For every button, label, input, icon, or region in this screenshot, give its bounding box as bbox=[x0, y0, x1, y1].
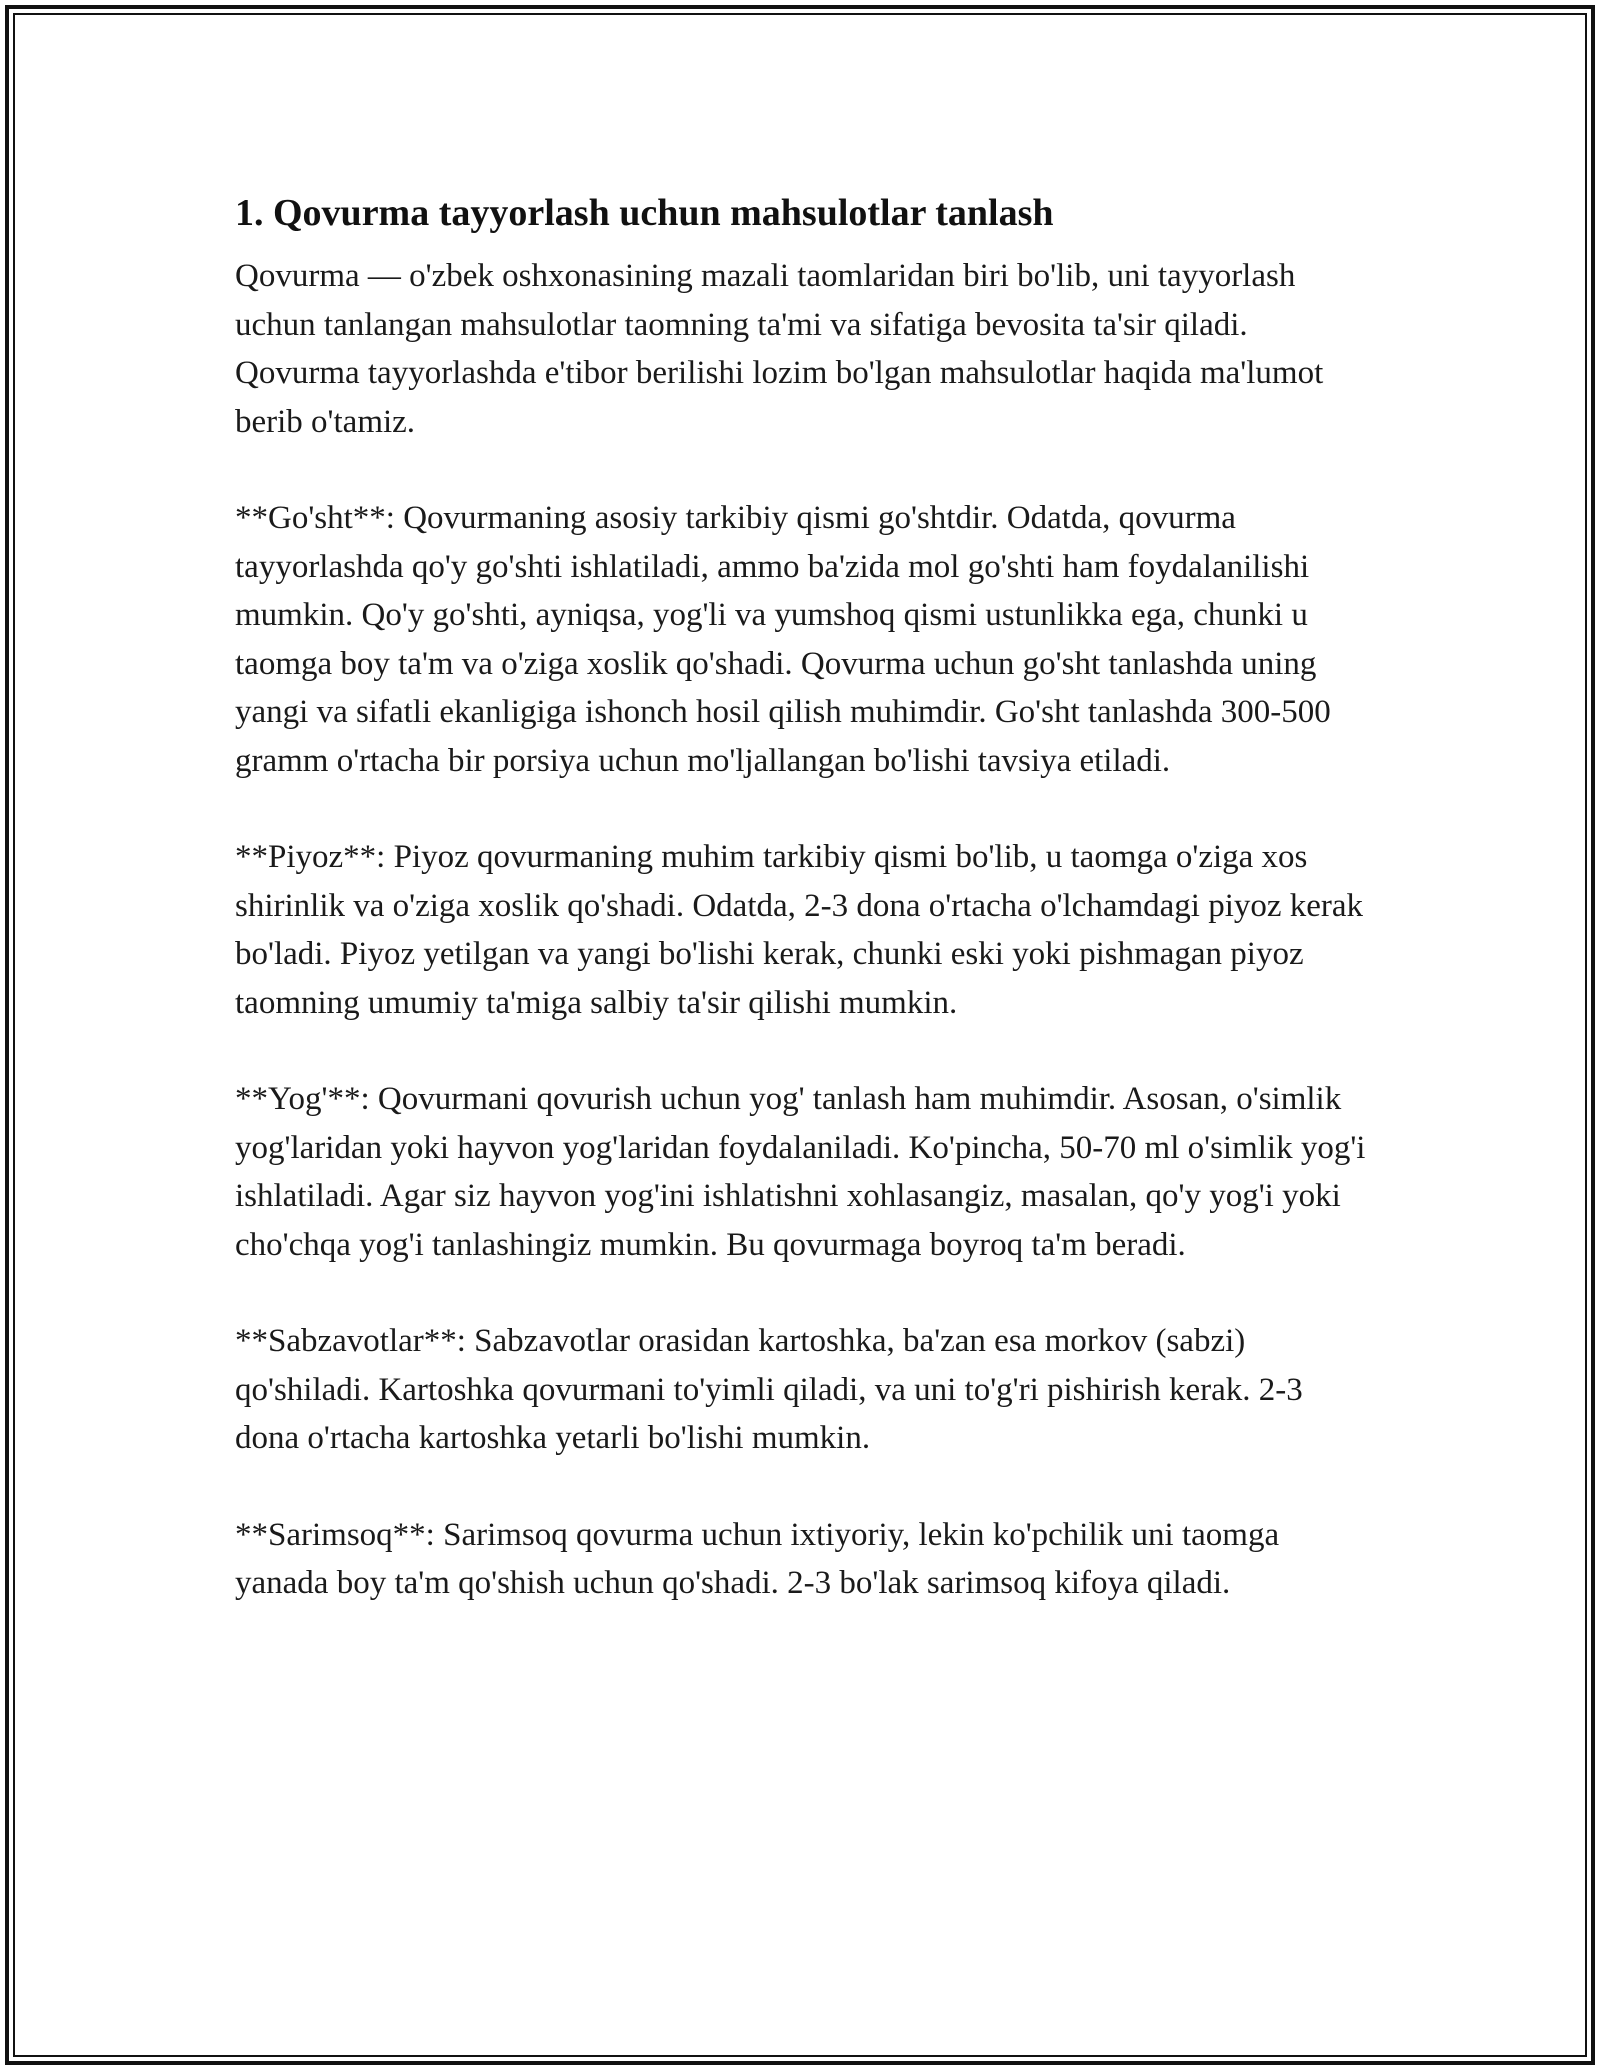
document-body bbox=[235, 188, 1375, 1656]
paragraph-sabzavotlar: **Sabzavotlar**: Sabzavotlar orasidan kartoshka, ba'zan esa morkov (sabzi) qo'shiladi. Kartoshka qovurmani to'yimli qiladi, va uni to'g'ri pishirish kerak. 2-3 dona o'rtacha kartoshka yetarli bo'lishi mumkin. bbox=[235, 1323, 1303, 1456]
paragraph-piyoz: **Piyoz**: Piyoz qovurmaning muhim tarkibiy qismi bo'lib, u taomga o'ziga xos shirinlik va o'ziga xoslik qo'shadi. Odatda, 2-3 dona o'rtacha o'lchamdagi piyoz kerak bo'ladi. Piyoz yetilgan va yangi bo'lishi kerak, chunki eski yoki pishmagan piyoz taomning umumiy ta'miga salbiy ta'sir qilishi mumkin. bbox=[235, 839, 1364, 1021]
paragraph-gosht: **Go'sht**: Qovurmaning asosiy tarkibiy qismi go'shtdir. Odatda, qovurma tayyorlashda qo'y go'shti ishlatiladi, ammo ba'zida mol go'shti ham foydalanilishi mumkin. Qo'y go'shti, ayniqsa, yog'li va yumshoq qismi ustunlikka ega, chunki u taomga boy ta'm va o'ziga xoslik qo'shadi. Qovurma uchun go'sht tanlashda uning yangi va sifatli ekanligiga ishonch hosil qilish muhimdir. Go'sht tanlashda 300-500 gramm o'rtacha bir porsiya uchun mo'ljallangan bo'lishi tavsiya etiladi. bbox=[235, 500, 1331, 779]
paragraph-intro: Qovurma — o'zbek oshxonasining mazali taomlaridan biri bo'lib, uni tayyorlash uchun tanlangan mahsulotlar taomning ta'mi va sifatiga bevosita ta'sir qiladi. Qovurma tayyorlashda e'tibor berilishi lozim bo'lgan mahsulotlar haqida ma'lumot berib o'tamiz. bbox=[235, 258, 1324, 440]
section-heading: 1. Qovurma tayyorlash uchun mahsulotlar tanlash bbox=[235, 192, 1054, 234]
paragraph-sarimsoq: **Sarimsoq**: Sarimsoq qovurma uchun ixtiyoriy, lekin ko'pchilik uni taomga yanada boy ta'm qo'shish uchun qo'shadi. 2-3 bo'lak sarimsoq kifoya qiladi. bbox=[235, 1516, 1280, 1601]
paragraph-yog: **Yog'**: Qovurmani qovurish uchun yog' tanlash ham muhimdir. Asosan, o'simlik yog'laridan yoki hayvon yog'laridan foydalaniladi. Ko'pincha, 50-70 ml o'simlik yog'i ishlatiladi. Agar siz hayvon yog'ini ishlatishni xohlasangiz, masalan, qo'y yog'i yoki cho'chqa yog'i tanlashingiz mumkin. Bu qovurmaga boyroq ta'm beradi. bbox=[235, 1081, 1366, 1263]
